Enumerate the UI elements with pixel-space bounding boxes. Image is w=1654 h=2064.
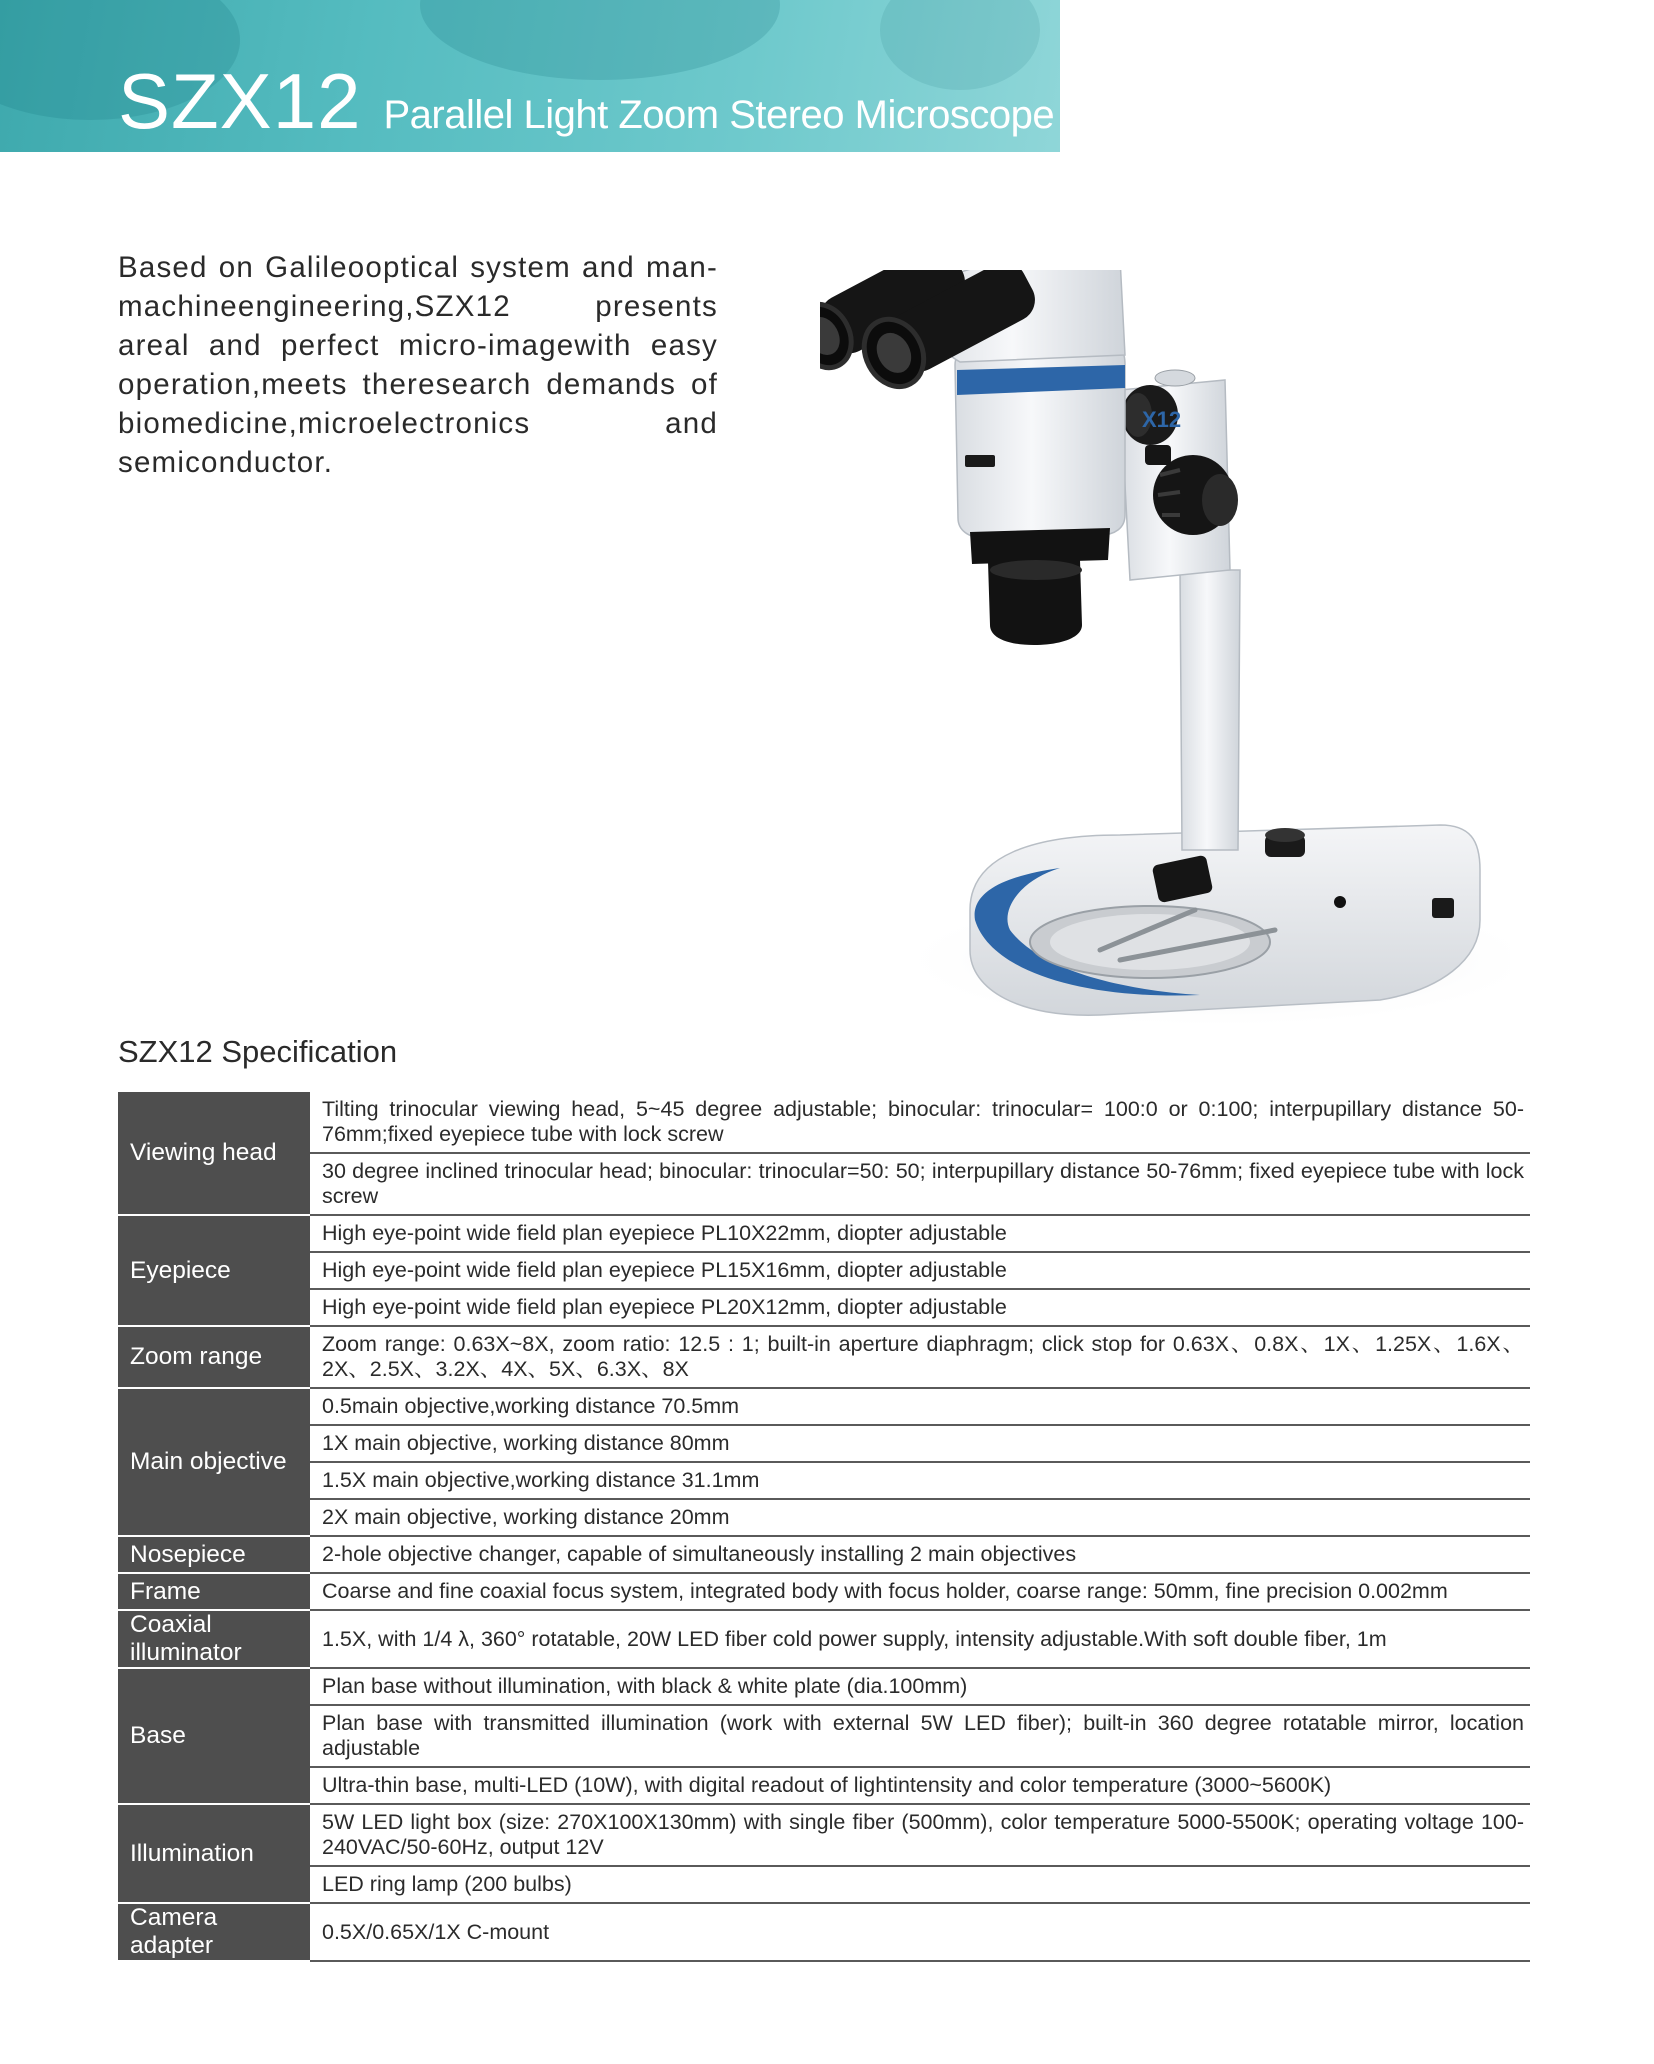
spec-table [118,1092,1530,1962]
spec-row [118,1425,1530,1462]
spec-category: Frame [118,1573,310,1610]
spec-row [118,1252,1530,1289]
product-image [820,270,1510,1030]
spec-value: 30 degree inclined trinocular head; binocular: trinocular=50: 50; interpupillary distance 50-76mm; fixed eyepiece tube with lock screw [310,1153,1530,1215]
spec-row [118,1767,1530,1804]
spec-value: 1.5X, with 1/4 λ, 360° rotatable, 20W LED fiber cold power supply, intensity adjustable.With soft double fiber, 1m [310,1610,1530,1668]
spec-value: Tilting trinocular viewing head, 5~45 degree adjustable; binocular: trinocular= 100:0 or 0:100; interpupillary distance 50-76mm;fixed eyepiece tube with lock screw [310,1092,1530,1153]
spec-value: Plan base without illumination, with black & white plate (dia.100mm) [310,1668,1530,1705]
spec-category: Main objective [118,1388,310,1536]
spec-row [118,1668,1530,1705]
spec-value: Ultra-thin base, multi-LED (10W), with digital readout of lightintensity and color temperature (3000~5600K) [310,1767,1530,1804]
intro-paragraph: Based on Galileooptical system and man-machineengineering,SZX12 presents areal and perfect micro-imagewith easy operation,meets theresearch demands of biomedicine,microelectronics and semiconductor. [118,251,718,479]
spec-row [118,1536,1530,1573]
page-title [118,56,1054,146]
spec-category: Eyepiece [118,1215,310,1326]
spec-row [118,1462,1530,1499]
spec-category: Coaxial illuminator [118,1610,310,1668]
spec-row [118,1215,1530,1252]
spec-value: 1.5X main objective,working distance 31.1mm [310,1462,1530,1499]
spec-value: 1X main objective, working distance 80mm [310,1425,1530,1462]
spec-value: Coarse and fine coaxial focus system, integrated body with focus holder, coarse range: 50mm, fine precision 0.002mm [310,1573,1530,1610]
microscope-illustration [820,270,1510,1030]
spec-table-body [118,1092,1530,1961]
spec-value: 0.5X/0.65X/1X C-mount [310,1903,1530,1961]
spec-section-title: SZX12 Specification [118,1034,398,1069]
spec-value: 2X main objective, working distance 20mm [310,1499,1530,1536]
spec-category: Camera adapter [118,1903,310,1961]
spec-row [118,1573,1530,1610]
spec-value: LED ring lamp (200 bulbs) [310,1866,1530,1903]
spec-value: High eye-point wide field plan eyepiece PL10X22mm, diopter adjustable [310,1215,1530,1252]
product-subtitle: Parallel Light Zoom Stereo Microscope [383,93,1055,137]
spec-row [118,1903,1530,1961]
spec-value: High eye-point wide field plan eyepiece PL15X16mm, diopter adjustable [310,1252,1530,1289]
spec-value: 2-hole objective changer, capable of simultaneously installing 2 main objectives [310,1536,1530,1573]
spec-row [118,1804,1530,1866]
spec-row [118,1092,1530,1153]
spec-value: High eye-point wide field plan eyepiece PL20X12mm, diopter adjustable [310,1289,1530,1326]
spec-category: Nosepiece [118,1536,310,1573]
spec-category: Zoom range [118,1326,310,1388]
head-model-label: X12 [1142,407,1182,432]
spec-row [118,1499,1530,1536]
spec-row [118,1866,1530,1903]
spec-row [118,1326,1530,1388]
spec-value: 5W LED light box (size: 270X100X130mm) with single fiber (500mm), color temperature 5000-5500K; operating voltage 100-240VAC/50-60Hz, output 12V [310,1804,1530,1866]
spec-category: Illumination [118,1804,310,1903]
spec-category: Viewing head [118,1092,310,1215]
header-banner [0,0,1060,152]
spec-value: Zoom range: 0.63X~8X, zoom ratio: 12.5 : 1; built-in aperture diaphragm; click stop for 0.63X、0.8X、1X、1.25X、1.6X、2X、2.5X、3.2X、4X、5X、6.3X、8X [310,1326,1530,1388]
spec-category: Base [118,1668,310,1804]
spec-value: Plan base with transmitted illumination (work with external 5W LED fiber); built-in 360 degree rotatable mirror, location adjustable [310,1705,1530,1767]
spec-row [118,1610,1530,1668]
model-name: SZX12 [118,57,362,145]
spec-row [118,1289,1530,1326]
spec-row [118,1388,1530,1425]
spec-row [118,1705,1530,1767]
spec-row [118,1153,1530,1215]
spec-value: 0.5main objective,working distance 70.5mm [310,1388,1530,1425]
